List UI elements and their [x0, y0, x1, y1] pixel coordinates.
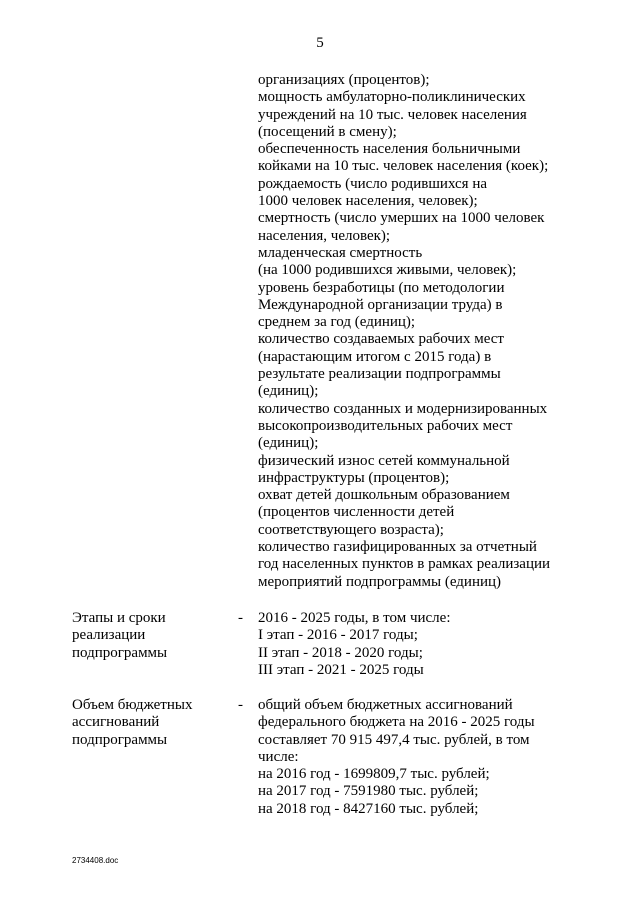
- budget-label: [72, 697, 222, 749]
- indicator-line: (посещений в смену);: [258, 123, 397, 140]
- indicator-line: охват детей дошкольным образованием: [258, 487, 510, 504]
- indicator-line: количество созданных и модернизированных: [258, 400, 548, 417]
- budget-line: общий объем бюджетных ассигнований: [258, 697, 513, 713]
- indicator-line: смертность (число умерших на 1000 человек: [258, 210, 545, 227]
- stages-label-line: подпрограммы: [72, 644, 168, 661]
- indicator-line: учреждений на 10 тыс. человек населения: [258, 106, 527, 123]
- indicator-line: соответствующего возраста);: [258, 521, 444, 538]
- budget-line: на 2018 год - 8427160 тыс. рублей;: [258, 800, 479, 817]
- indicator-line: обеспеченность населения больничными: [258, 141, 521, 158]
- stages-line: 2016 - 2025 годы, в том числе:: [258, 610, 451, 626]
- indicator-line: (единиц);: [258, 435, 319, 452]
- indicator-line: год населенных пунктов в рамках реализации: [258, 556, 551, 573]
- budget-label-line: Объем бюджетных: [72, 697, 193, 713]
- indicator-line: уровень безработицы (по методологии: [258, 279, 505, 296]
- budget-line: федерального бюджета на 2016 - 2025 годы: [258, 714, 535, 731]
- stages-text: [258, 610, 578, 679]
- indicator-line: (нарастающим итогом с 2015 года) в: [258, 348, 492, 365]
- indicator-line: Международной организации труда) в: [258, 296, 503, 313]
- indicator-line: количество создаваемых рабочих мест: [258, 331, 504, 348]
- stages-dash: -: [238, 610, 243, 626]
- budget-line: на 2016 год - 1699809,7 тыс. рублей;: [258, 766, 490, 783]
- indicators-list: [258, 72, 578, 591]
- budget-line: на 2017 год - 7591980 тыс. рублей;: [258, 783, 479, 800]
- indicator-line: среднем за год (единиц);: [258, 314, 416, 331]
- indicator-line: мероприятий подпрограммы (единиц): [258, 573, 502, 590]
- indicator-line: рождаемость (число родившихся на: [258, 175, 488, 192]
- indicator-line: (процентов численности детей: [258, 504, 455, 521]
- indicator-line: койками на 10 тыс. человек населения (коек);: [258, 158, 549, 175]
- stages-line: III этап - 2021 - 2025 годы: [258, 661, 424, 678]
- indicator-line: мощность амбулаторно-поликлинических: [258, 89, 526, 106]
- indicator-line: (единиц);: [258, 383, 319, 400]
- indicator-line: высокопроизводительных рабочих мест: [258, 417, 513, 434]
- indicator-line: населения, человек);: [258, 227, 391, 244]
- indicator-line: результате реализации подпрограммы: [258, 366, 501, 383]
- indicator-line: организациях (процентов);: [258, 72, 430, 88]
- budget-line: числе:: [258, 748, 299, 765]
- indicator-line: (на 1000 родившихся живыми, человек);: [258, 262, 517, 279]
- indicator-line: инфраструктуры (процентов);: [258, 469, 450, 486]
- budget-line: составляет 70 915 497,4 тыс. рублей, в том: [258, 731, 530, 748]
- budget-text: [258, 697, 578, 818]
- indicator-line: физический износ сетей коммунальной: [258, 452, 510, 469]
- budget-label-line: ассигнований: [72, 714, 160, 731]
- indicator-line: младенческая смертность: [258, 244, 423, 261]
- stages-label-line: Этапы и сроки: [72, 610, 166, 626]
- document-filename: 2734408.doc: [72, 856, 119, 865]
- budget-label-line: подпрограммы: [72, 731, 168, 748]
- budget-dash: -: [238, 697, 243, 713]
- indicator-line: 1000 человек населения, человек);: [258, 193, 478, 210]
- indicator-line: количество газифицированных за отчетный: [258, 539, 537, 556]
- stages-line: II этап - 2018 - 2020 годы;: [258, 644, 423, 661]
- stages-line: I этап - 2016 - 2017 годы;: [258, 627, 418, 644]
- page-number: 5: [316, 35, 324, 51]
- stages-label-line: реализации: [72, 627, 146, 644]
- stages-label: [72, 610, 222, 662]
